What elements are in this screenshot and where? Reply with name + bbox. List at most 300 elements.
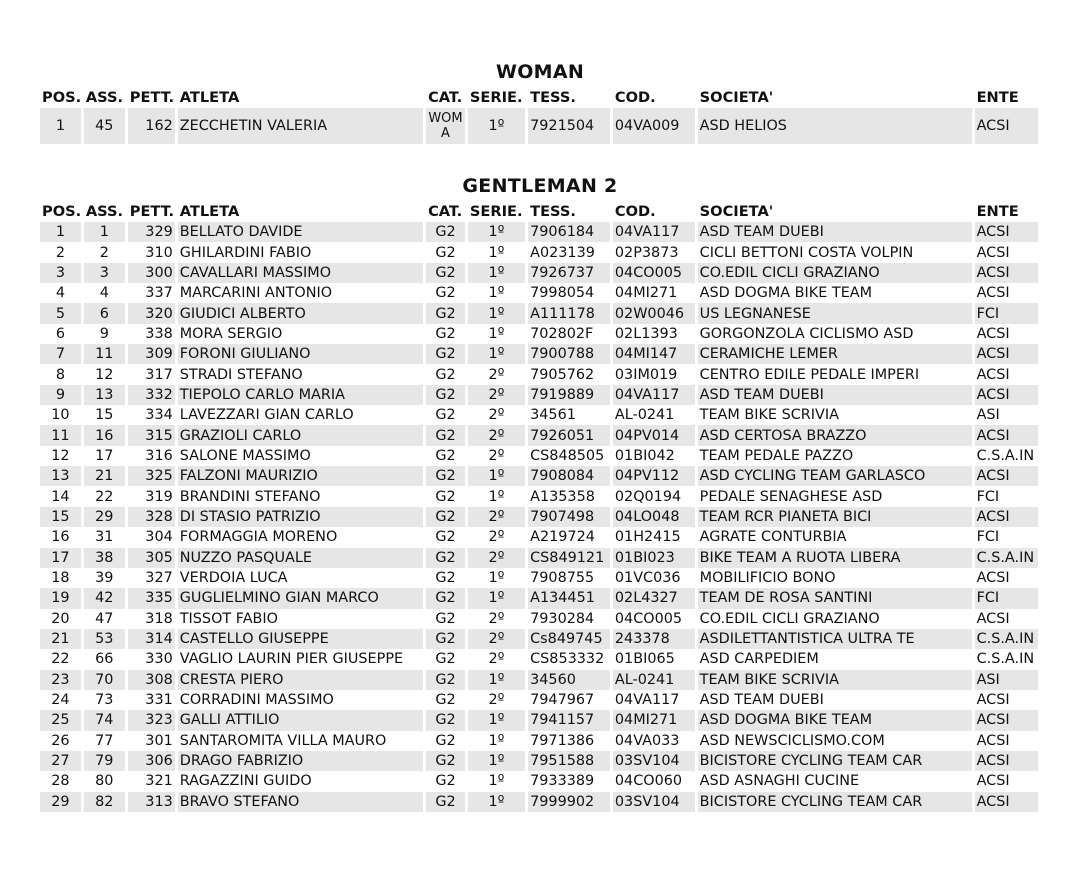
- table-row: [40, 344, 1038, 364]
- cell-cat: G2: [426, 222, 465, 242]
- cell-ass: 45: [84, 108, 125, 144]
- cell-pos: 4: [40, 283, 81, 303]
- cell-cod: 02L4327: [613, 588, 695, 608]
- col-header-pett: PETT.: [129, 88, 174, 106]
- cell-societa: ASD NEWSCICLISMO.COM: [698, 731, 972, 751]
- cell-atleta: CASTELLO GIUSEPPE: [178, 629, 423, 649]
- cell-tess: A219724: [528, 527, 610, 547]
- cell-cod: AL-0241: [613, 670, 695, 690]
- cell-cod: 02P3873: [613, 242, 695, 262]
- table-row: [40, 263, 1038, 283]
- cell-serie: 2º: [468, 649, 525, 669]
- cell-cod: 02L1393: [613, 324, 695, 344]
- category-label: WOMA: [428, 111, 463, 141]
- cell-ass: 73: [84, 690, 125, 710]
- cell-ente: ACSI: [975, 771, 1038, 791]
- cell-pos: 22: [40, 649, 81, 669]
- cell-societa: CO.EDIL CICLI GRAZIANO: [698, 609, 972, 629]
- cell-atleta: GALLI ATTILIO: [178, 710, 423, 730]
- cell-atleta: STRADI STEFANO: [178, 364, 423, 384]
- cell-cat: G2: [426, 690, 465, 710]
- cell-cat: G2: [426, 303, 465, 323]
- cell-ente: ACSI: [975, 609, 1038, 629]
- cell-serie: 2º: [468, 629, 525, 649]
- section-title-woman: WOMAN: [495, 61, 585, 83]
- gentleman-2-results-table: [37, 200, 1041, 812]
- cell-cat: G2: [426, 425, 465, 445]
- cell-societa: ASD ASNAGHI CUCINE: [698, 771, 972, 791]
- cell-cat: G2: [426, 568, 465, 588]
- cell-tess: Cs849745: [528, 629, 610, 649]
- col-header-atleta: ATLETA: [179, 88, 240, 106]
- cell-serie: 1º: [468, 771, 525, 791]
- cell-serie: 1º: [468, 242, 525, 262]
- cell-tess: 34560: [528, 670, 610, 690]
- cell-tess: 7998054: [528, 283, 610, 303]
- cell-pos: 21: [40, 629, 81, 649]
- col-header-societa: SOCIETA': [699, 88, 774, 106]
- cell-pett: 320: [128, 303, 175, 323]
- cell-pett: 162: [128, 108, 175, 144]
- cell-societa: ASD DOGMA BIKE TEAM: [698, 283, 972, 303]
- cell-ente: ACSI: [975, 425, 1038, 445]
- table-row: [40, 283, 1038, 303]
- cell-serie: 2º: [468, 425, 525, 445]
- cell-serie: 1º: [468, 108, 525, 144]
- cell-pett: 309: [128, 344, 175, 364]
- cell-pos: 23: [40, 670, 81, 690]
- cell-ente: ACSI: [975, 710, 1038, 730]
- cell-ente: ACSI: [975, 507, 1038, 527]
- table-header-row: [40, 86, 1038, 108]
- cell-cat: G2: [426, 731, 465, 751]
- cell-cat: G2: [426, 283, 465, 303]
- cell-pos: 28: [40, 771, 81, 791]
- cell-ente: ACSI: [975, 283, 1038, 303]
- cell-serie: 2º: [468, 446, 525, 466]
- cell-serie: 1º: [468, 466, 525, 486]
- col-header-ass: ASS.: [85, 202, 124, 220]
- cell-tess: 7906184: [528, 222, 610, 242]
- cell-cod: 03SV104: [613, 792, 695, 812]
- cell-pett: 327: [128, 568, 175, 588]
- cell-societa: BICISTORE CYCLING TEAM CAR: [698, 792, 972, 812]
- cell-pett: 308: [128, 670, 175, 690]
- cell-societa: US LEGNANESE: [698, 303, 972, 323]
- cell-pett: 319: [128, 486, 175, 506]
- cell-atleta: VERDOIA LUCA: [178, 568, 423, 588]
- cell-tess: A135358: [528, 486, 610, 506]
- cell-societa: TEAM PEDALE PAZZO: [698, 446, 972, 466]
- cell-atleta: GRAZIOLI CARLO: [178, 425, 423, 445]
- cell-tess: 7908084: [528, 466, 610, 486]
- table-row: [40, 588, 1038, 608]
- cell-atleta: DI STASIO PATRIZIO: [178, 507, 423, 527]
- cell-atleta: CAVALLARI MASSIMO: [178, 263, 423, 283]
- cell-tess: 7930284: [528, 609, 610, 629]
- table-row: [40, 507, 1038, 527]
- col-header-pett: PETT.: [129, 202, 174, 220]
- cell-ass: 53: [84, 629, 125, 649]
- cell-tess: 7905762: [528, 364, 610, 384]
- cell-cod: 01BI023: [613, 548, 695, 568]
- cell-serie: 1º: [468, 792, 525, 812]
- col-header-serie: SERIE.: [469, 202, 523, 220]
- cell-ente: ASI: [975, 670, 1038, 690]
- cell-pett: 331: [128, 690, 175, 710]
- cell-cod: 04MI271: [613, 283, 695, 303]
- cell-cat: G2: [426, 242, 465, 262]
- cell-cat: G2: [426, 446, 465, 466]
- cell-pett: 337: [128, 283, 175, 303]
- cell-atleta: GIUDICI ALBERTO: [178, 303, 423, 323]
- cell-ente: ACSI: [975, 792, 1038, 812]
- cell-serie: 1º: [468, 588, 525, 608]
- cell-societa: MOBILIFICIO BONO: [698, 568, 972, 588]
- cell-ente: FCI: [975, 527, 1038, 547]
- cell-serie: 1º: [468, 263, 525, 283]
- cell-cod: 01BI042: [613, 446, 695, 466]
- cell-ass: 82: [84, 792, 125, 812]
- cell-cod: 01H2415: [613, 527, 695, 547]
- cell-ass: 39: [84, 568, 125, 588]
- cell-cat: G2: [426, 385, 465, 405]
- cell-societa: CENTRO EDILE PEDALE IMPERI: [698, 364, 972, 384]
- cell-pos: 10: [40, 405, 81, 425]
- cell-tess: 7907498: [528, 507, 610, 527]
- cell-pett: 313: [128, 792, 175, 812]
- cell-pett: 334: [128, 405, 175, 425]
- cell-societa: CICLI BETTONI COSTA VOLPIN: [698, 242, 972, 262]
- cell-atleta: LAVEZZARI GIAN CARLO: [178, 405, 423, 425]
- cell-ente: ACSI: [975, 751, 1038, 771]
- cell-cod: 01BI065: [613, 649, 695, 669]
- cell-pett: 304: [128, 527, 175, 547]
- cell-cat: G2: [426, 364, 465, 384]
- col-header-pos: POS.: [42, 88, 82, 106]
- cell-pett: 330: [128, 649, 175, 669]
- cell-ass: 4: [84, 283, 125, 303]
- cell-serie: 2º: [468, 690, 525, 710]
- cell-ass: 17: [84, 446, 125, 466]
- cell-serie: 1º: [468, 568, 525, 588]
- woman-table-body: [40, 108, 1038, 144]
- cell-tess: 7926051: [528, 425, 610, 445]
- cell-ass: 11: [84, 344, 125, 364]
- cell-tess: 7926737: [528, 263, 610, 283]
- cell-pos: 26: [40, 731, 81, 751]
- cell-societa: BIKE TEAM A RUOTA LIBERA: [698, 548, 972, 568]
- table-row: [40, 242, 1038, 262]
- cell-pos: 1: [40, 108, 81, 144]
- table-row: [40, 771, 1038, 791]
- cell-ente: ACSI: [975, 364, 1038, 384]
- cell-tess: CS849121: [528, 548, 610, 568]
- cell-pos: 11: [40, 425, 81, 445]
- cell-atleta: ZECCHETIN VALERIA: [178, 108, 423, 144]
- cell-ente: ACSI: [975, 690, 1038, 710]
- cell-pett: 325: [128, 466, 175, 486]
- table-row: [40, 609, 1038, 629]
- cell-ente: ASI: [975, 405, 1038, 425]
- cell-pos: 6: [40, 324, 81, 344]
- cell-societa: PEDALE SENAGHESE ASD: [698, 486, 972, 506]
- cell-societa: TEAM RCR PIANETA BICI: [698, 507, 972, 527]
- cell-pos: 8: [40, 364, 81, 384]
- cell-cod: 04MI271: [613, 710, 695, 730]
- cell-pett: 316: [128, 446, 175, 466]
- cell-ass: 12: [84, 364, 125, 384]
- cell-pos: 9: [40, 385, 81, 405]
- cell-cat: G2: [426, 263, 465, 283]
- col-header-cat: CAT.: [428, 88, 463, 106]
- cell-ente: ACSI: [975, 108, 1038, 144]
- cell-serie: 1º: [468, 751, 525, 771]
- cell-ente: ACSI: [975, 242, 1038, 262]
- cell-pett: 321: [128, 771, 175, 791]
- table-row: [40, 385, 1038, 405]
- cell-ass: 77: [84, 731, 125, 751]
- cell-societa: GORGONZOLA CICLISMO ASD: [698, 324, 972, 344]
- cell-atleta: FALZONI MAURIZIO: [178, 466, 423, 486]
- cell-cod: 04LO048: [613, 507, 695, 527]
- cell-ass: 21: [84, 466, 125, 486]
- cell-societa: AGRATE CONTURBIA: [698, 527, 972, 547]
- cell-ass: 74: [84, 710, 125, 730]
- cell-cod: 243378: [613, 629, 695, 649]
- cell-societa: TEAM BIKE SCRIVIA: [698, 405, 972, 425]
- table-row: [40, 364, 1038, 384]
- cell-ass: 3: [84, 263, 125, 283]
- cell-ente: ACSI: [975, 568, 1038, 588]
- table-row: [40, 108, 1038, 144]
- section-title-gentleman-2: GENTLEMAN 2: [462, 175, 618, 197]
- cell-atleta: BRAVO STEFANO: [178, 792, 423, 812]
- cell-pos: 13: [40, 466, 81, 486]
- cell-cat: G2: [426, 629, 465, 649]
- cell-societa: ASD TEAM DUEBI: [698, 690, 972, 710]
- cell-pett: 329: [128, 222, 175, 242]
- cell-tess: 34561: [528, 405, 610, 425]
- cell-tess: CS848505: [528, 446, 610, 466]
- cell-societa: ASD DOGMA BIKE TEAM: [698, 710, 972, 730]
- cell-societa: ASD CARPEDIEM: [698, 649, 972, 669]
- cell-societa: CERAMICHE LEMER: [698, 344, 972, 364]
- cell-pos: 1: [40, 222, 81, 242]
- cell-cod: 04VA009: [613, 108, 695, 144]
- cell-pett: 335: [128, 588, 175, 608]
- cell-pett: 338: [128, 324, 175, 344]
- cell-societa: ASD HELIOS: [698, 108, 972, 144]
- table-row: [40, 425, 1038, 445]
- cell-cod: 01VC036: [613, 568, 695, 588]
- cell-ente: ACSI: [975, 466, 1038, 486]
- cell-pos: 5: [40, 303, 81, 323]
- table-row: [40, 751, 1038, 771]
- table-row: [40, 710, 1038, 730]
- cell-ass: 6: [84, 303, 125, 323]
- cell-pett: 332: [128, 385, 175, 405]
- cell-ass: 47: [84, 609, 125, 629]
- cell-atleta: NUZZO PASQUALE: [178, 548, 423, 568]
- cell-pos: 27: [40, 751, 81, 771]
- cell-cod: AL-0241: [613, 405, 695, 425]
- cell-atleta: CRESTA PIERO: [178, 670, 423, 690]
- cell-cod: 04VA033: [613, 731, 695, 751]
- cell-cat: [426, 108, 465, 144]
- table-row: [40, 670, 1038, 690]
- cell-cod: 03IM019: [613, 364, 695, 384]
- cell-atleta: TIEPOLO CARLO MARIA: [178, 385, 423, 405]
- table-header-row: [40, 200, 1038, 222]
- cell-ass: 66: [84, 649, 125, 669]
- cell-ass: 2: [84, 242, 125, 262]
- col-header-tess: TESS.: [530, 202, 576, 220]
- col-header-societa: SOCIETA': [699, 202, 774, 220]
- cell-cat: G2: [426, 588, 465, 608]
- cell-ente: C.S.A.IN: [975, 548, 1038, 568]
- cell-cod: 04CO005: [613, 609, 695, 629]
- cell-tess: 7941157: [528, 710, 610, 730]
- cell-pos: 16: [40, 527, 81, 547]
- cell-societa: ASD TEAM DUEBI: [698, 222, 972, 242]
- cell-ente: ACSI: [975, 344, 1038, 364]
- cell-tess: 7971386: [528, 731, 610, 751]
- cell-serie: 2º: [468, 507, 525, 527]
- cell-ente: ACSI: [975, 385, 1038, 405]
- cell-ente: ACSI: [975, 222, 1038, 242]
- woman-results-table: [37, 86, 1041, 144]
- cell-ente: FCI: [975, 486, 1038, 506]
- cell-pos: 19: [40, 588, 81, 608]
- cell-tess: 7999902: [528, 792, 610, 812]
- cell-cat: G2: [426, 609, 465, 629]
- cell-tess: 7933389: [528, 771, 610, 791]
- cell-cod: 04MI147: [613, 344, 695, 364]
- table-row: [40, 629, 1038, 649]
- cell-cat: G2: [426, 792, 465, 812]
- table-row: [40, 731, 1038, 751]
- cell-pett: 305: [128, 548, 175, 568]
- cell-tess: 7951588: [528, 751, 610, 771]
- cell-cat: G2: [426, 649, 465, 669]
- cell-atleta: GUGLIELMINO GIAN MARCO: [178, 588, 423, 608]
- col-header-cod: COD.: [614, 88, 656, 106]
- cell-tess: 7947967: [528, 690, 610, 710]
- cell-cat: G2: [426, 507, 465, 527]
- table-row: [40, 690, 1038, 710]
- cell-ente: FCI: [975, 588, 1038, 608]
- table-row: [40, 446, 1038, 466]
- table-row: [40, 324, 1038, 344]
- cell-tess: 7900788: [528, 344, 610, 364]
- cell-ass: 79: [84, 751, 125, 771]
- cell-atleta: FORONI GIULIANO: [178, 344, 423, 364]
- cell-serie: 1º: [468, 710, 525, 730]
- cell-ass: 22: [84, 486, 125, 506]
- cell-cod: 04VA117: [613, 222, 695, 242]
- cell-serie: 2º: [468, 609, 525, 629]
- cell-ente: ACSI: [975, 324, 1038, 344]
- cell-ente: FCI: [975, 303, 1038, 323]
- cell-pett: 317: [128, 364, 175, 384]
- cell-ente: C.S.A.IN: [975, 629, 1038, 649]
- cell-cod: 04VA117: [613, 385, 695, 405]
- table-row: [40, 548, 1038, 568]
- cell-ass: 70: [84, 670, 125, 690]
- cell-societa: ASD CYCLING TEAM GARLASCO: [698, 466, 972, 486]
- cell-ass: 29: [84, 507, 125, 527]
- col-header-pos: POS.: [42, 202, 82, 220]
- cell-societa: TEAM BIKE SCRIVIA: [698, 670, 972, 690]
- table-row: [40, 568, 1038, 588]
- cell-atleta: SALONE MASSIMO: [178, 446, 423, 466]
- table-row: [40, 792, 1038, 812]
- table-row: [40, 649, 1038, 669]
- cell-cod: 04CO060: [613, 771, 695, 791]
- cell-tess: 7921504: [528, 108, 610, 144]
- cell-atleta: BELLATO DAVIDE: [178, 222, 423, 242]
- cell-serie: 1º: [468, 731, 525, 751]
- cell-societa: TEAM DE ROSA SANTINI: [698, 588, 972, 608]
- cell-pett: 310: [128, 242, 175, 262]
- cell-atleta: RAGAZZINI GUIDO: [178, 771, 423, 791]
- cell-cat: G2: [426, 527, 465, 547]
- cell-cat: G2: [426, 486, 465, 506]
- cell-serie: 1º: [468, 283, 525, 303]
- cell-cat: G2: [426, 466, 465, 486]
- cell-serie: 2º: [468, 364, 525, 384]
- cell-pett: 301: [128, 731, 175, 751]
- cell-cod: 04VA117: [613, 690, 695, 710]
- cell-pett: 315: [128, 425, 175, 445]
- cell-atleta: GHILARDINI FABIO: [178, 242, 423, 262]
- cell-pos: 24: [40, 690, 81, 710]
- cell-ente: ACSI: [975, 731, 1038, 751]
- col-header-serie: SERIE.: [469, 88, 523, 106]
- cell-pos: 20: [40, 609, 81, 629]
- cell-cat: G2: [426, 324, 465, 344]
- cell-pos: 14: [40, 486, 81, 506]
- cell-ass: 9: [84, 324, 125, 344]
- cell-serie: 1º: [468, 222, 525, 242]
- cell-ass: 80: [84, 771, 125, 791]
- cell-tess: 7919889: [528, 385, 610, 405]
- cell-societa: BICISTORE CYCLING TEAM CAR: [698, 751, 972, 771]
- table-row: [40, 222, 1038, 242]
- cell-atleta: SANTAROMITA VILLA MAURO: [178, 731, 423, 751]
- cell-cat: G2: [426, 751, 465, 771]
- cell-ente: ACSI: [975, 263, 1038, 283]
- cell-ass: 16: [84, 425, 125, 445]
- cell-societa: ASD CERTOSA BRAZZO: [698, 425, 972, 445]
- cell-societa: ASD TEAM DUEBI: [698, 385, 972, 405]
- cell-tess: A111178: [528, 303, 610, 323]
- cell-atleta: MORA SERGIO: [178, 324, 423, 344]
- cell-serie: 2º: [468, 405, 525, 425]
- cell-cat: G2: [426, 405, 465, 425]
- cell-serie: 2º: [468, 548, 525, 568]
- table-row: [40, 527, 1038, 547]
- cell-cod: 04PV014: [613, 425, 695, 445]
- cell-ass: 31: [84, 527, 125, 547]
- cell-serie: 1º: [468, 344, 525, 364]
- cell-atleta: DRAGO FABRIZIO: [178, 751, 423, 771]
- cell-pos: 17: [40, 548, 81, 568]
- cell-pos: 29: [40, 792, 81, 812]
- cell-cod: 03SV104: [613, 751, 695, 771]
- cell-tess: CS853332: [528, 649, 610, 669]
